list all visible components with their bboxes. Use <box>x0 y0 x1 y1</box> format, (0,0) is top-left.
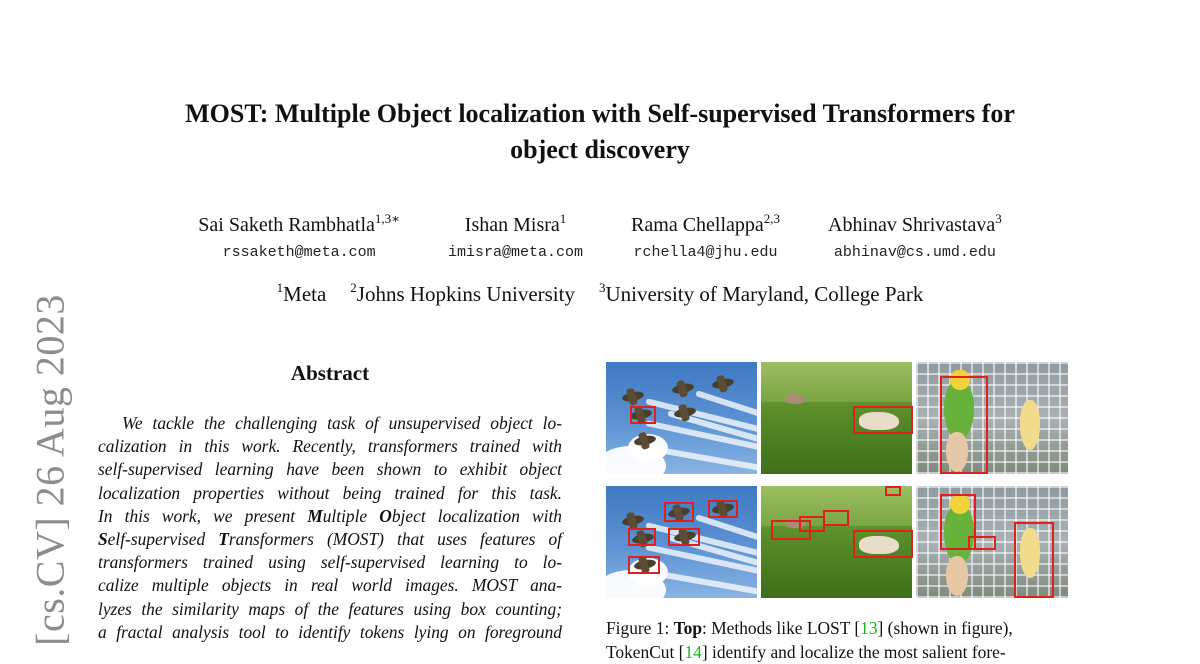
figure-1 <box>606 362 1068 664</box>
detection-box <box>628 556 660 574</box>
detection-box <box>940 376 988 474</box>
author-2 <box>448 212 583 264</box>
author-email[interactable]: abhinav@cs.umd.edu <box>833 244 996 261</box>
author-email[interactable]: imisra@meta.com <box>448 244 584 261</box>
figure-panel-cat-top <box>761 362 912 474</box>
affiliation-1 <box>277 280 327 308</box>
figure-image-grid <box>606 362 1068 598</box>
affiliation-name: Meta <box>283 282 327 306</box>
detection-box <box>1014 522 1054 598</box>
abstract-line: localization properties without being trained for this task. <box>98 482 562 503</box>
affiliation-mark: 2 <box>350 280 357 295</box>
detection-box <box>823 510 849 526</box>
detection-box <box>668 528 700 546</box>
affiliation-mark: 1 <box>276 280 284 295</box>
detection-box <box>630 406 656 424</box>
author-affiliation-mark: 1,3∗ <box>374 211 401 226</box>
author-affiliation-mark: 3 <box>995 211 1002 226</box>
affiliation-list <box>100 280 1100 308</box>
figure-panel-parrot-top <box>916 362 1068 474</box>
author-list <box>100 212 1100 264</box>
detection-box <box>853 530 913 558</box>
citation-link[interactable]: 14 <box>684 642 702 662</box>
affiliation-mark: 3 <box>598 280 606 295</box>
figure-panel-planes-bottom <box>606 486 757 598</box>
title-line-2: object discovery <box>510 135 690 164</box>
affiliation-3 <box>599 280 923 308</box>
abstract-line: We tackle the challenging task of unsupervised object lo- <box>122 413 562 433</box>
affiliation-2 <box>350 280 575 308</box>
author-4 <box>828 212 1002 264</box>
figure-panel-planes-top <box>606 362 757 474</box>
abstract-heading: Abstract <box>290 361 370 385</box>
author-affiliation-mark: 1 <box>559 211 567 226</box>
author-name: Rama Chellappa <box>631 214 764 236</box>
affiliation-name: Johns Hopkins University <box>356 282 575 306</box>
author-name: Abhinav Shrivastava <box>828 214 996 236</box>
figure-panel-parrot-bottom <box>916 486 1068 598</box>
paper-title <box>100 96 1100 168</box>
citation-link[interactable]: 13 <box>860 618 878 638</box>
abstract-line: self-supervised learning have been shown to exhibit object <box>98 459 562 480</box>
arxiv-stamp: [cs.CV] 26 Aug 2023 <box>27 294 73 646</box>
author-name: Ishan Misra <box>464 214 560 236</box>
detection-box <box>799 516 825 532</box>
abstract-line: a fractal analysis tool to identify tokens lying on foreground <box>98 621 562 642</box>
abstract-line: lyzes the similarity maps of the features using box counting; <box>98 598 562 619</box>
detection-box <box>708 500 738 518</box>
abstract-line: calize multiple objects in real world images. MOST ana- <box>98 575 562 596</box>
author-email[interactable]: rssaketh@meta.com <box>222 244 376 261</box>
affiliation-name: University of Maryland, College Park <box>605 282 924 306</box>
detection-box <box>664 502 694 522</box>
figure-panel-cat-bottom <box>761 486 912 598</box>
detection-box <box>885 486 901 496</box>
abstract-body <box>98 412 562 644</box>
author-email[interactable]: rchella4@jhu.edu <box>633 244 778 261</box>
author-1 <box>198 212 400 264</box>
title-line-1: MOST: Multiple Object localization with Self-supervised Transformers for <box>185 99 1015 128</box>
detection-box <box>628 528 656 546</box>
author-3 <box>631 212 780 264</box>
detection-box <box>968 536 996 550</box>
figure-caption: Figure 1: Top: Methods like LOST [13] (shown in figure), TokenCut [14] identify and localize the most salient fore- <box>606 618 1013 662</box>
detection-box <box>853 406 913 434</box>
author-name: Sai Saketh Rambhatla <box>198 214 375 236</box>
abstract-line: transformers trained using self-supervised learning to lo- <box>98 552 562 573</box>
abstract-line: calization in this work. Recently, transformers trained with <box>98 436 562 457</box>
abstract-line: Self-supervised Transformers (MOST) that uses features of <box>98 529 562 550</box>
author-affiliation-mark: 2,3 <box>763 211 781 226</box>
abstract-line: In this work, we present Multiple Object localization with <box>98 505 562 526</box>
